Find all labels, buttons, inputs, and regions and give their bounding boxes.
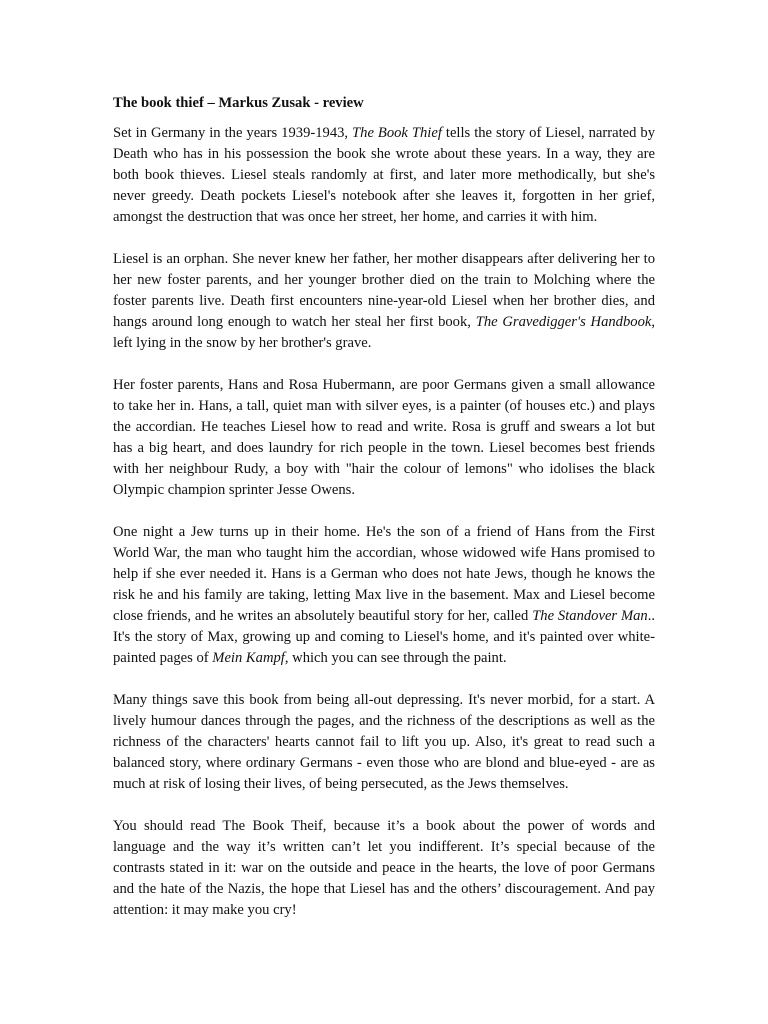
paragraph-text: You should read The Book Theif, because it’s a book about the power of words and language and the way it’s written can’t let you indifferent. It’s special because of the contrasts stated in it: war on the outside and peace in the hearts, the love of poor Germans and the hate of the Nazis, the hope that Liesel has and the others’ discouragement. And pay attention: it may make you cry! — [113, 818, 655, 918]
document-title: The book thief – Markus Zusak - review — [113, 95, 364, 111]
paragraph-humour — [113, 690, 655, 795]
paragraph-text: , which you can see through the paint. — [284, 650, 507, 666]
paragraph-recommendation — [113, 816, 655, 921]
paragraph-orphan — [113, 249, 655, 354]
paragraph-text: Many things save this book from being all-out depressing. It's never morbid, for a start. A lively humour dances through the pages, and the richness of the descriptions as well as the richness of the characters' hearts cannot fail to lift you up. Also, it's great to read such a balanced story, where ordinary Germans - even those who are blond and blue-eyed - are as much at risk of losing their lives, of being persecuted, as the Jews themselves. — [113, 692, 655, 792]
paragraph-text: Her foster parents, Hans and Rosa Hubermann, are poor Germans given a small allowance to take her in. Hans, a tall, quiet man with silver eyes, is a painter (of houses etc.) and plays the accordian. He teaches Liesel how to read and write. Rosa is gruff and swears a lot but has a big heart, and does laundry for rich people in the town. Liesel becomes best friends with her neighbour Rudy, a boy with "hair the colour of lemons" who idolises the black Olympic champion sprinter Jesse Owens. — [113, 377, 655, 498]
italic-title-text: The Standover Man — [532, 608, 648, 624]
paragraph-text: One night a Jew turns up in their home. He's the son of a friend of Hans from the First World War, the man who taught him the accordian, whose widowed wife Hans promised to help if she ever needed it. Hans is a German who does not hate Jews, though he knows the risk he and his family are taking, letting Max live in the basement. Max and Liesel become close friends, and he writes an absolutely beautiful story for her, called — [113, 524, 655, 624]
paragraph-text: Liesel is an orphan. She never knew her father, her mother disappears after delivering her to her new foster parents, and her younger brother died on the train to Molching where the foster parents live. Death first encounters nine-year-old Liesel when her brother dies, and hangs around long enough to watch her steal her first book, — [113, 251, 655, 330]
paragraph-max — [113, 522, 655, 669]
italic-title-text: The Book Thief — [352, 125, 442, 141]
italic-title-text: The Gravedigger's Handbook — [475, 314, 652, 330]
paragraph-text: , left lying in the snow by her brother's grave. — [113, 314, 655, 351]
paragraph-foster-parents — [113, 375, 655, 501]
paragraph-text: Set in Germany in the years 1939-1943, — [113, 125, 353, 141]
document-body — [113, 94, 655, 942]
italic-title-text: Mein Kampf — [212, 650, 285, 666]
paragraph-intro — [113, 123, 655, 228]
paragraph-text: .. It's the story of Max, growing up and coming to Liesel's home, and it's painted over white-painted pages of — [113, 608, 655, 666]
paragraph-text: tells the story of Liesel, narrated by Death who has in his possession the book she wrote about these years. In a way, they are both book thieves. Liesel steals randomly at first, and later more methodically, but she's never greedy. Death pockets Liesel's notebook after she leaves it, forgotten in her grief, amongst the destruction that was once her street, her home, and carries it with him. — [113, 125, 655, 225]
